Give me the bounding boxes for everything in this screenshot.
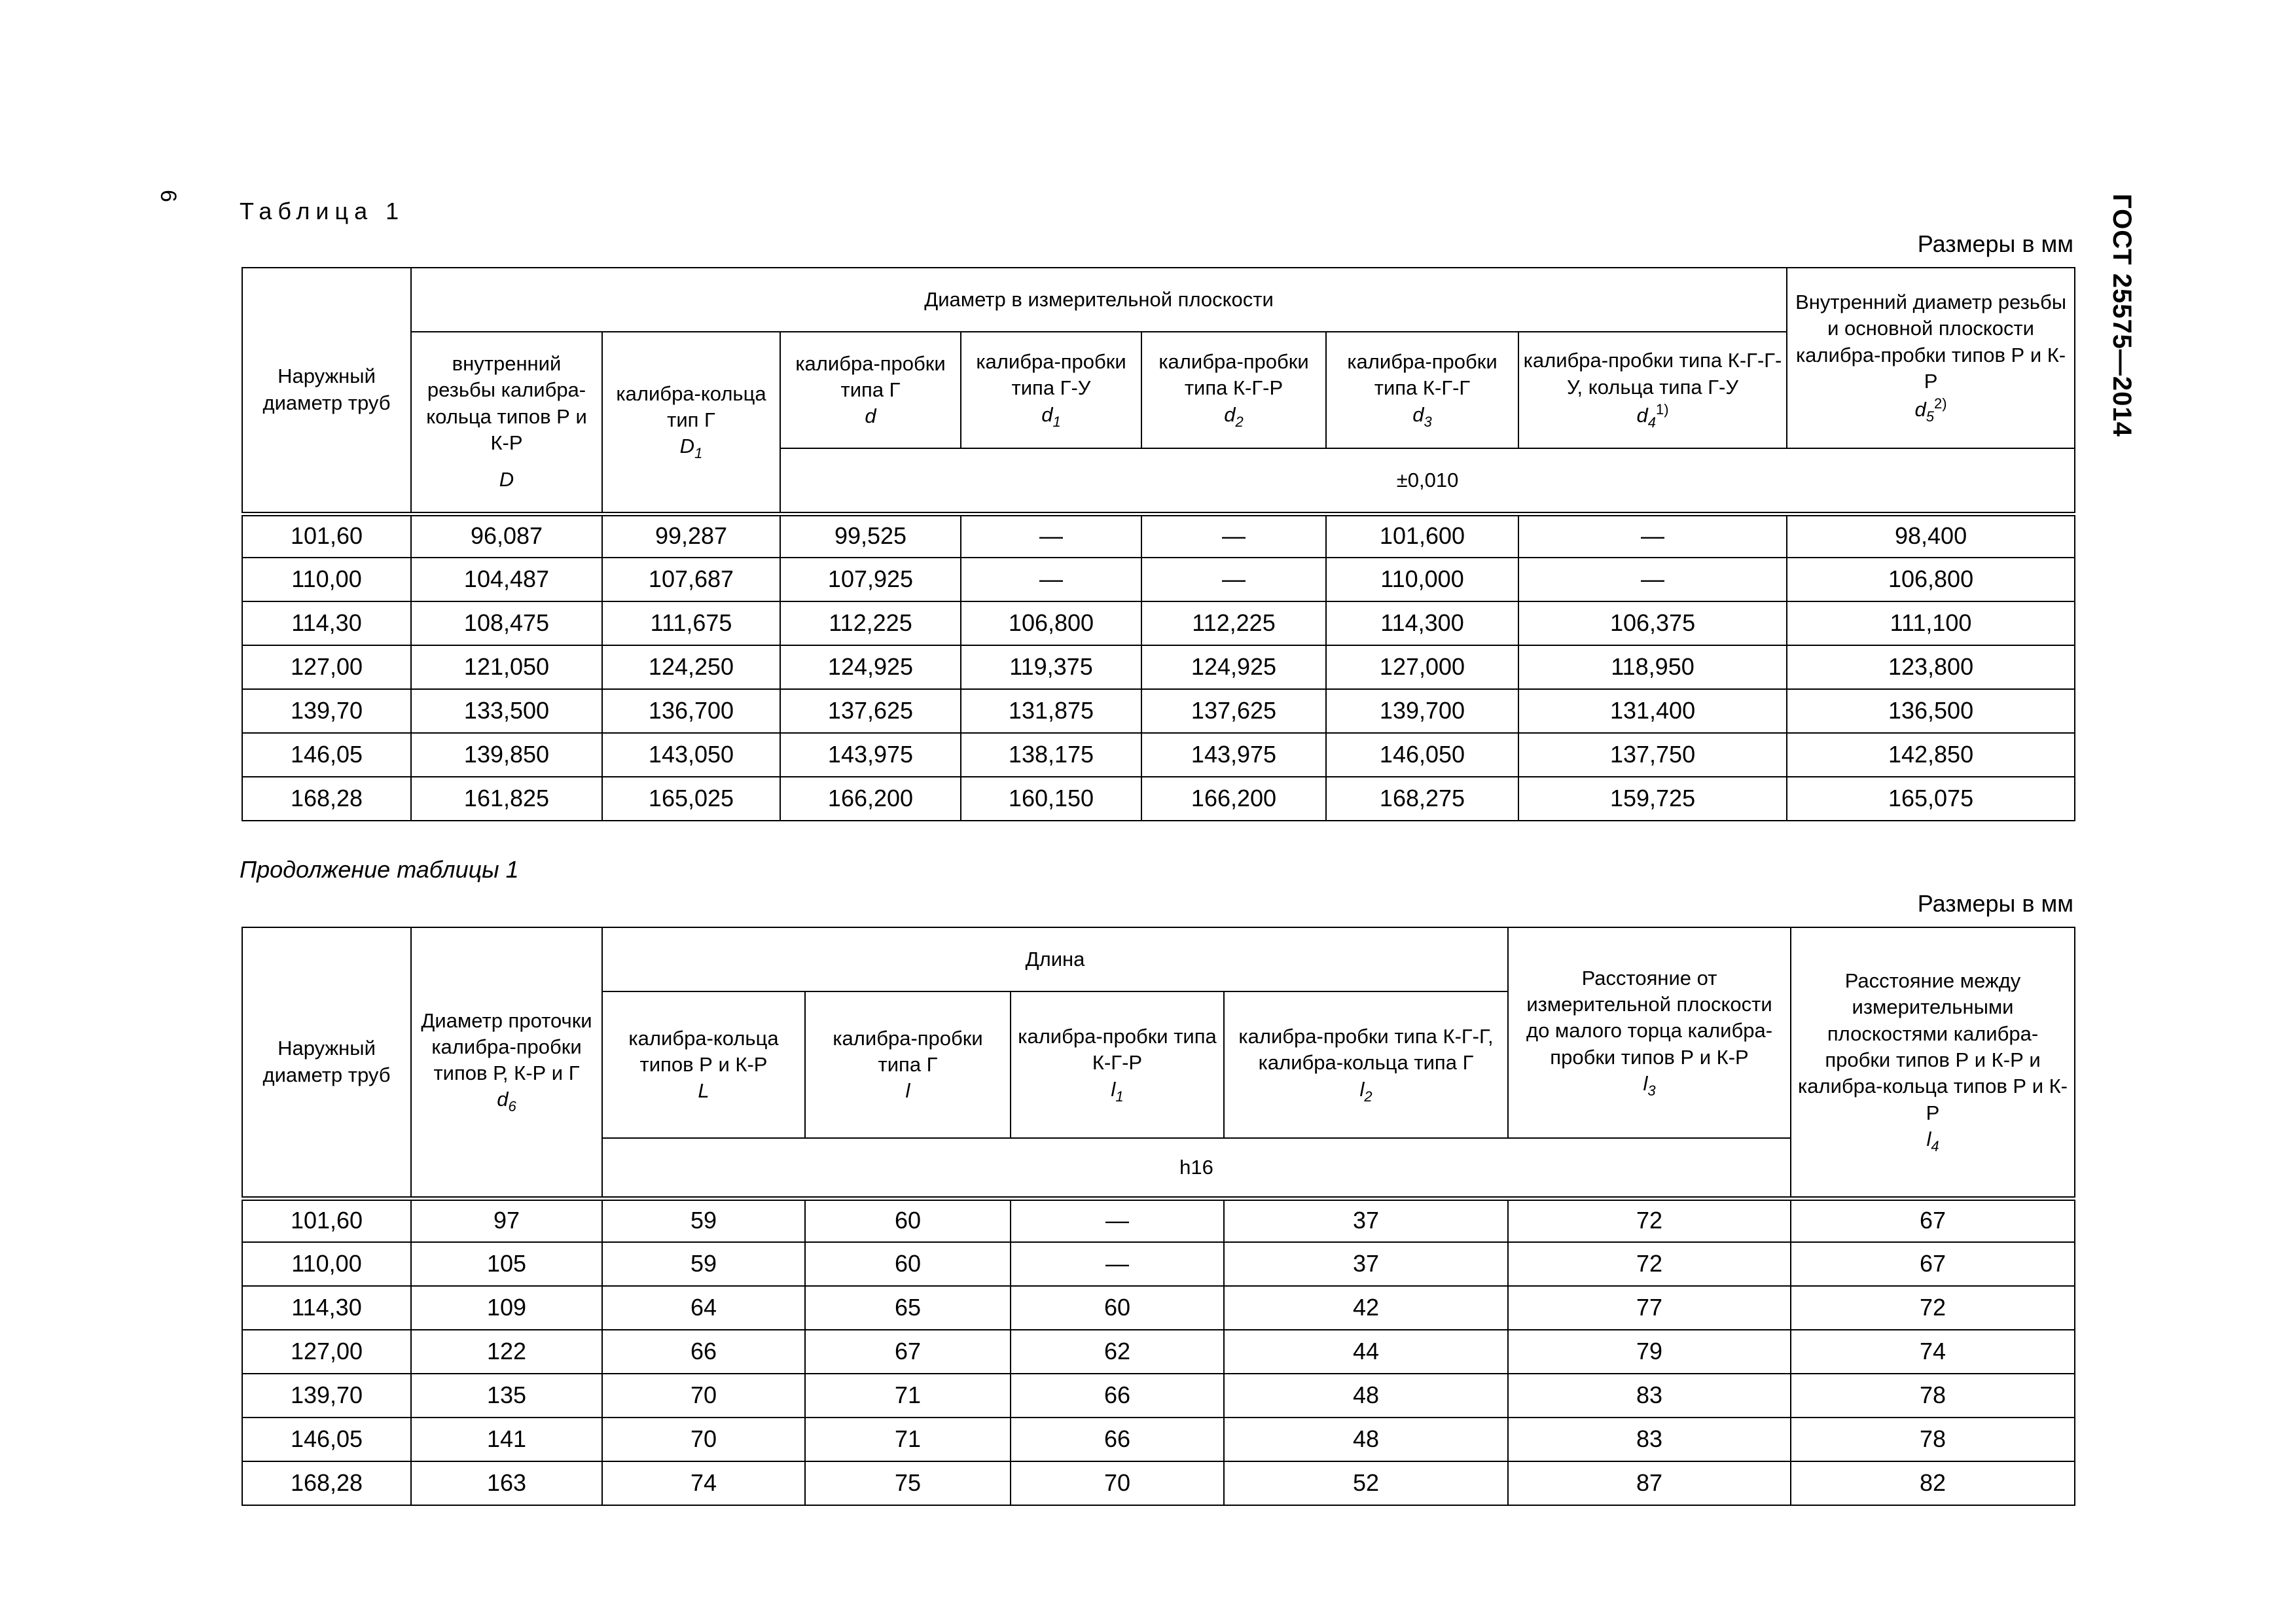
table-cell: 110,00 [242, 1242, 411, 1286]
table-cell: 165,075 [1787, 777, 2075, 821]
table-cell: 66 [1011, 1374, 1224, 1418]
table-cell: 96,087 [411, 514, 602, 558]
table-row [242, 601, 2075, 645]
table-cell: 101,60 [242, 514, 411, 558]
table-2-body [242, 1198, 2075, 1505]
header2-col-l-label: калибра-пробки типа Г [833, 1026, 983, 1076]
table-cell: 133,500 [411, 689, 602, 733]
table-cell: 110,000 [1326, 558, 1518, 601]
table-row [242, 1286, 2075, 1330]
header2-col-l2-symbol: $l_2$ [1359, 1077, 1372, 1105]
header-col-d4 [1518, 332, 1787, 448]
header-col-D [411, 332, 602, 514]
table-cell: 98,400 [1787, 514, 2075, 558]
header-col-d4-label: калибра-пробки типа К-Г-Г-У, кольца типа Г-У [1523, 349, 1782, 399]
table-row [242, 1461, 2075, 1505]
table-cell: 146,05 [242, 733, 411, 777]
table-cell: 48 [1224, 1374, 1508, 1418]
table-1 [242, 267, 2075, 821]
table-cell: — [1518, 514, 1787, 558]
table-cell: 121,050 [411, 645, 602, 689]
table-cell: 137,625 [780, 689, 961, 733]
header2-col-L-label: калибра-кольца типов Р и К-Р [628, 1026, 779, 1076]
table-row [242, 1330, 2075, 1374]
table-row [242, 645, 2075, 689]
table-cell: 60 [1011, 1286, 1224, 1330]
header2-col-d6 [411, 927, 602, 1198]
table-cell: 124,250 [602, 645, 780, 689]
header-col-d2-label: калибра-пробки типа К-Г-Р [1158, 349, 1309, 400]
table-cell: 59 [602, 1198, 805, 1242]
header2-tolerance: h16 [602, 1138, 1791, 1198]
table-cell: 119,375 [961, 645, 1141, 689]
table-cell: — [1011, 1242, 1224, 1286]
table-cell: 137,625 [1141, 689, 1326, 733]
table-cell: 114,300 [1326, 601, 1518, 645]
continuation-title: Продолжение таблицы 1 [240, 856, 519, 883]
header-col-d2 [1141, 332, 1326, 448]
table-cell: 114,30 [242, 601, 411, 645]
table-cell: 110,00 [242, 558, 411, 601]
table-cell: 131,400 [1518, 689, 1787, 733]
header-outer-diameter: Наружный диаметр труб [242, 268, 411, 514]
table-cell: 122 [411, 1330, 602, 1374]
table-cell: — [961, 514, 1141, 558]
table-cell: 124,925 [1141, 645, 1326, 689]
table-cell: 101,60 [242, 1198, 411, 1242]
header2-col-L [602, 991, 805, 1138]
table-cell: 106,375 [1518, 601, 1787, 645]
standard-code: ГОСТ 25575—2014 [2108, 194, 2136, 437]
table-cell: 64 [602, 1286, 805, 1330]
table-cell: 107,925 [780, 558, 961, 601]
table-cell: 72 [1508, 1198, 1791, 1242]
table-row [242, 1374, 2075, 1418]
header2-col-d6-symbol: $d_6$ [497, 1088, 516, 1115]
header-col-d-label: калибра-пробки типа Г [795, 351, 946, 401]
page-number: 6 [156, 190, 181, 202]
table-cell: 135 [411, 1374, 602, 1418]
table-cell: 67 [805, 1330, 1011, 1374]
table-row [242, 689, 2075, 733]
header2-col-l3-label: Расстояние от измерительной плоскости до малого торца калибра-пробки типов Р и К-Р [1526, 966, 1773, 1069]
header2-col-l4-symbol: $l_4$ [1926, 1127, 1939, 1154]
header-col-d2-symbol: $d_2$ [1224, 402, 1244, 430]
table-cell: — [1518, 558, 1787, 601]
table-cell: 127,00 [242, 1330, 411, 1374]
table-cell: 159,725 [1518, 777, 1787, 821]
table-cell: 136,700 [602, 689, 780, 733]
header2-col-l2 [1224, 991, 1508, 1138]
table-cell: 138,175 [961, 733, 1141, 777]
table-cell: 143,050 [602, 733, 780, 777]
table-cell: 60 [805, 1198, 1011, 1242]
table-cell: 104,487 [411, 558, 602, 601]
header-col-d4-symbol: $d_4^{1)}$ [1636, 401, 1669, 431]
table-cell: 60 [805, 1242, 1011, 1286]
header-col-D1-symbol: $D_1$ [679, 435, 703, 462]
table-cell: 65 [805, 1286, 1011, 1330]
header2-col-l [805, 991, 1011, 1138]
table-cell: 67 [1791, 1198, 2075, 1242]
table-cell: 109 [411, 1286, 602, 1330]
table-cell: 37 [1224, 1242, 1508, 1286]
table-row [242, 1242, 2075, 1286]
header-col-d5-symbol: $d_5^{2)}$ [1914, 395, 1947, 425]
header-col-d3 [1326, 332, 1518, 448]
table-cell: — [1141, 558, 1326, 601]
table-cell: 165,025 [602, 777, 780, 821]
table-cell: 105 [411, 1242, 602, 1286]
units-label-1: Размеры в мм [1917, 230, 2073, 257]
table-cell: 139,700 [1326, 689, 1518, 733]
table-cell: 79 [1508, 1330, 1791, 1374]
table-cell: 72 [1791, 1286, 2075, 1330]
table-cell: 72 [1508, 1242, 1791, 1286]
table-cell: 160,150 [961, 777, 1141, 821]
table-cell: 142,850 [1787, 733, 2075, 777]
table-cell: 78 [1791, 1374, 2075, 1418]
header2-col-L-symbol: L [698, 1079, 709, 1103]
header-col-d3-symbol: $d_3$ [1412, 402, 1432, 430]
table-cell: 139,850 [411, 733, 602, 777]
table-cell: — [961, 558, 1141, 601]
header-col-D-symbol: D [499, 468, 514, 491]
table-cell: 163 [411, 1461, 602, 1505]
header-col-d [780, 332, 961, 448]
table-row [242, 558, 2075, 601]
table-cell: 71 [805, 1374, 1011, 1418]
header-col-d1-symbol: $d_1$ [1041, 402, 1061, 430]
table-cell: 70 [602, 1374, 805, 1418]
table-row [242, 777, 2075, 821]
table-cell: 52 [1224, 1461, 1508, 1505]
header2-col-l3-symbol: $l_3$ [1643, 1071, 1656, 1099]
table-cell: 136,500 [1787, 689, 2075, 733]
header2-outer-diameter: Наружный диаметр труб [242, 927, 411, 1198]
table-cell: 146,050 [1326, 733, 1518, 777]
table-cell: 166,200 [1141, 777, 1326, 821]
header2-col-l4-label: Расстояние между измерительными плоскостями калибра-пробки типов Р и К-Р и калибра-кольца типов Р и К-Р [1798, 969, 2068, 1124]
table-cell: 127,00 [242, 645, 411, 689]
table-cell: 44 [1224, 1330, 1508, 1374]
table-cell: 77 [1508, 1286, 1791, 1330]
table-cell: 82 [1791, 1461, 2075, 1505]
table-cell: 48 [1224, 1418, 1508, 1461]
table-cell: 101,600 [1326, 514, 1518, 558]
table-cell: 70 [1011, 1461, 1224, 1505]
table-cell: 127,000 [1326, 645, 1518, 689]
table-cell: 143,975 [1141, 733, 1326, 777]
header-col-D1 [602, 332, 780, 514]
header-col-d3-label: калибра-пробки типа К-Г-Г [1347, 349, 1498, 400]
table-cell: 118,950 [1518, 645, 1787, 689]
header2-col-l1-symbol: $l_1$ [1111, 1077, 1124, 1105]
header-col-d1-label: калибра-пробки типа Г-У [976, 349, 1126, 400]
table-cell: — [1011, 1198, 1224, 1242]
header-col-D-label: внутренний резьбы калибра-кольца типов Р и К-Р [426, 352, 587, 454]
table-cell: 139,70 [242, 1374, 411, 1418]
table-row [242, 733, 2075, 777]
table-cell: 168,28 [242, 1461, 411, 1505]
table-cell: 99,287 [602, 514, 780, 558]
table-cell: 67 [1791, 1242, 2075, 1286]
table-cell: 131,875 [961, 689, 1141, 733]
header2-col-l1-label: калибра-пробки типа К-Г-Р [1018, 1024, 1217, 1075]
table-cell: 62 [1011, 1330, 1224, 1374]
table-cell: 59 [602, 1242, 805, 1286]
table-cell: 37 [1224, 1198, 1508, 1242]
table-row [242, 514, 2075, 558]
table-1-body [242, 514, 2075, 821]
header2-col-l2-label: калибра-пробки типа К-Г-Г, калибра-кольца типа Г [1238, 1024, 1494, 1075]
table-cell: 146,05 [242, 1418, 411, 1461]
table-cell: 143,975 [780, 733, 961, 777]
table-cell: 83 [1508, 1418, 1791, 1461]
header-col-d5-label: Внутренний диаметр резьбы и основной плоскости калибра-пробки типов Р и К-Р [1795, 291, 2066, 393]
table-cell: 112,225 [1141, 601, 1326, 645]
table-cell: 108,475 [411, 601, 602, 645]
table-cell: 66 [1011, 1418, 1224, 1461]
table-cell: 75 [805, 1461, 1011, 1505]
table-cell: 111,100 [1787, 601, 2075, 645]
header-diameter-group: Диаметр в измерительной плоскости [411, 268, 1787, 332]
header2-length-group: Длина [602, 927, 1508, 991]
header-col-d-symbol: d [865, 404, 876, 428]
table-cell: 141 [411, 1418, 602, 1461]
table-cell: 70 [602, 1418, 805, 1461]
table-cell: 168,275 [1326, 777, 1518, 821]
table-cell: 74 [1791, 1330, 2075, 1374]
header2-col-l4 [1791, 927, 2075, 1198]
header2-col-l1 [1011, 991, 1224, 1138]
units-label-2: Размеры в мм [1917, 890, 2073, 917]
table-cell: 106,800 [961, 601, 1141, 645]
table-cell: 87 [1508, 1461, 1791, 1505]
table-cell: 168,28 [242, 777, 411, 821]
header-col-d1 [961, 332, 1141, 448]
table-title: Таблица 1 [240, 198, 405, 224]
table-cell: 71 [805, 1418, 1011, 1461]
table-cell: 123,800 [1787, 645, 2075, 689]
header2-col-d6-label: Диаметр проточки калибра-пробки типов Р, К-Р и Г [421, 1008, 592, 1085]
table-cell: 74 [602, 1461, 805, 1505]
table-cell: — [1141, 514, 1326, 558]
table-cell: 139,70 [242, 689, 411, 733]
table-cell: 111,675 [602, 601, 780, 645]
table-cell: 161,825 [411, 777, 602, 821]
table-cell: 42 [1224, 1286, 1508, 1330]
header-col-D1-label: калибра-кольца тип Г [616, 382, 766, 431]
table-1-continuation [242, 927, 2075, 1506]
table-row [242, 1198, 2075, 1242]
header2-col-l3 [1508, 927, 1791, 1138]
table-cell: 124,925 [780, 645, 961, 689]
table-cell: 78 [1791, 1418, 2075, 1461]
table-row [242, 1418, 2075, 1461]
header-tolerance: ±0,010 [780, 448, 2075, 514]
table-cell: 99,525 [780, 514, 961, 558]
table-cell: 83 [1508, 1374, 1791, 1418]
table-cell: 112,225 [780, 601, 961, 645]
table-cell: 137,750 [1518, 733, 1787, 777]
table-cell: 106,800 [1787, 558, 2075, 601]
table-cell: 166,200 [780, 777, 961, 821]
header2-col-l-symbol: l [905, 1079, 910, 1103]
table-cell: 114,30 [242, 1286, 411, 1330]
header-col-d5 [1787, 268, 2075, 448]
table-cell: 97 [411, 1198, 602, 1242]
table-cell: 107,687 [602, 558, 780, 601]
table-cell: 66 [602, 1330, 805, 1374]
